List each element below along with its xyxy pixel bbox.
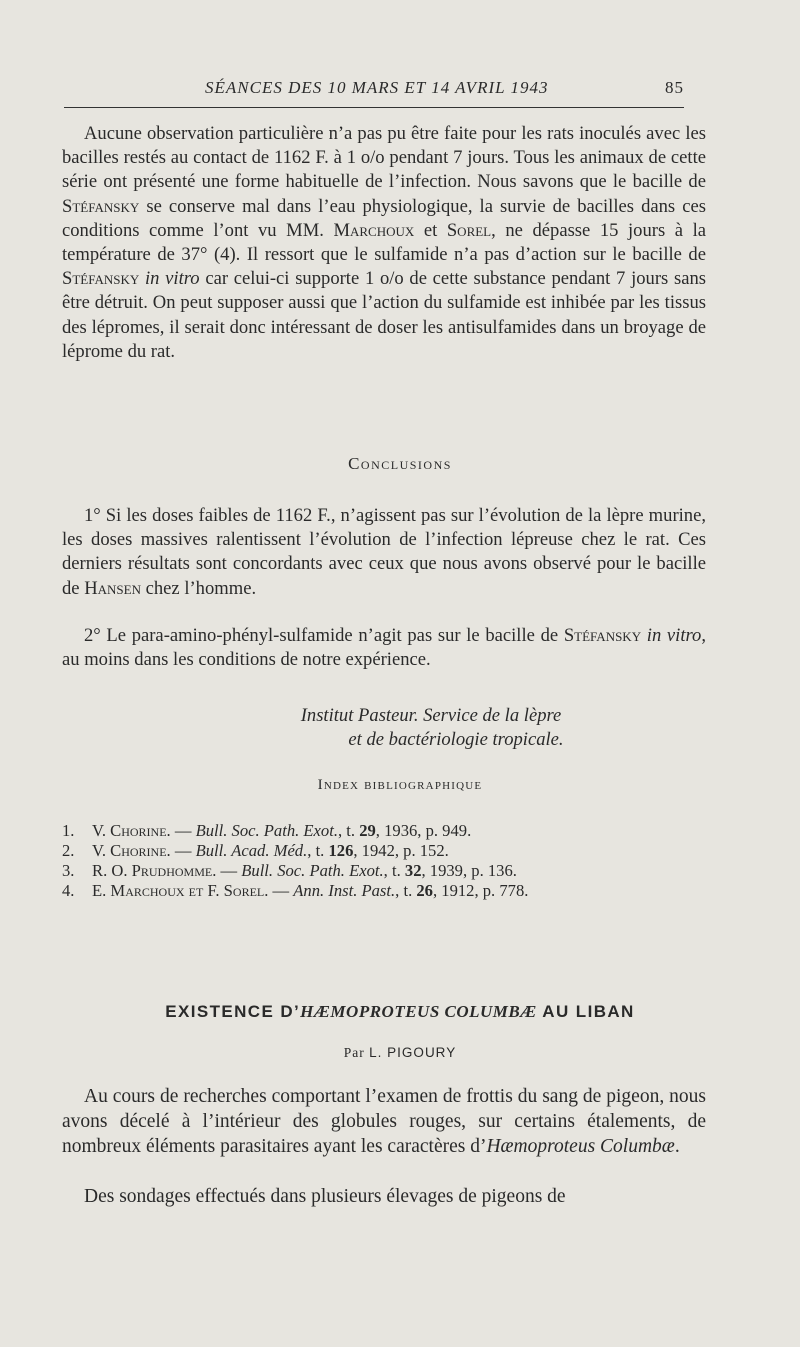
institute-line-1: Institut Pasteur. Service de la lèpre [300,705,562,726]
reference-item: 4. E. Marchoux et F. Sorel. — Ann. Inst. Past., t. 26, 1912, p. 778. [62,881,529,900]
conclusion-1: 1° Si les doses faibles de 1162 F., n’agissent pas sur l’évolution de la lèpre murine, les doses massives ralentissent l’évolution de l’infection lépreuse chez le rat. Ces derniers résultats sont concordants avec ceux que nous avons observé pour le bacille de Hansen chez l’homme. [62,505,706,599]
section-heading-index: Index bibliographique [317,777,483,793]
author-name: Marchoux [333,219,415,241]
reference-list [62,821,722,901]
author-name: Sorel [446,219,492,241]
author-name: Stéfansky [62,195,140,217]
latin-term: in vitro [145,268,200,290]
article-author: Par L. PIGOURY [343,1045,457,1060]
article-paragraph-1: Au cours de recherches comportant l’examen de frottis du sang de pigeon, nous avons décelé à l’intérieur des globules rouges, sur certains étalements, de nombreux éléments parasitaires ayant les caractères d’Hæmoproteus Columbæ. [62,1086,706,1157]
latin-term: in vitro [646,625,702,646]
body-paragraph-1: Aucune observation particulière n’a pas pu être faite pour les rats inoculés avec les bacilles restés au contact de 1162 F. à 1 o/o pendant 7 jours. Tous les animaux de cette série ont présenté une forme habituelle de l’infection. Nous savons que le bacille de Stéfansky se conserve mal dans l’eau physiologique, la survie de bacilles dans ces conditions comme l’ont vu MM. Marchoux et Sorel, ne dépasse 15 jours à la température de 37° (4). Il ressort que le sulfamide n’a pas d’action sur le bacille de Stéfansky in vitro car celui-ci supporte 1 o/o de cette substance pendant 7 jours sans être détruit. On peut supposer aussi que l’action du sulfamide est inhibée par les tissus des lépromes, il serait donc intéressant de doser les antisulfamides dans un broyage de léprome du rat. [62,123,707,362]
article-title: EXISTENCE D’HÆMOPROTEUS COLUMBÆ AU LIBAN [165,1002,635,1021]
institute-line-2: et de bactériologie tropicale. [348,729,564,750]
species-name: Hæmoproteus Columbæ [486,1136,675,1157]
page-number: 85 [665,78,684,97]
reference-item: 2. V. Chorine. — Bull. Acad. Méd., t. 126, 1942, p. 152. [62,841,449,860]
author-name: Hansen [84,577,141,599]
header-rule [64,107,684,108]
author-name: Stéfansky [62,268,140,290]
author-name: Stéfansky [563,625,642,646]
article-paragraph-2: Des sondages effectués dans plusieurs élevages de pigeons de [84,1186,566,1207]
reference-item: 1. V. Chorine. — Bull. Soc. Path. Exot., t. 29, 1936, p. 949. [62,821,472,840]
reference-item: 3. R. O. Prudhomme. — Bull. Soc. Path. Exot., t. 32, 1939, p. 136. [62,861,517,880]
species-name: HÆMOPROTEUS COLUMBÆ [300,1002,537,1021]
section-heading-conclusions: Conclusions [348,454,452,473]
conclusion-2: 2° Le para-amino-phényl-sulfamide n’agit pas sur le bacille de Stéfansky in vitro, au moins dans les conditions de notre expérience. [62,625,707,671]
running-title: SÉANCES DES 10 MARS ET 14 AVRIL 1943 [205,78,549,97]
page-header [62,74,682,104]
